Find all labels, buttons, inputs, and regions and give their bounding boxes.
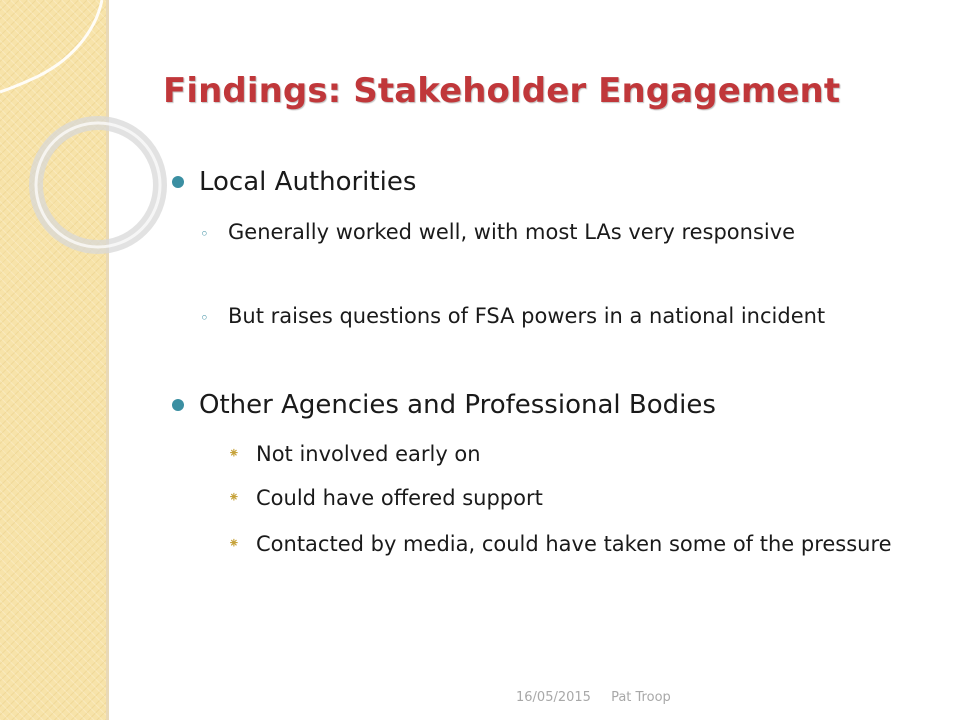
ring-bullet-icon: ◦: [200, 225, 209, 243]
sub-bullet-text: Contacted by media, could have taken some of the pressure: [256, 532, 892, 556]
sub-bullet-text: Could have offered support: [256, 486, 543, 510]
bullet-text: Other Agencies and Professional Bodies: [199, 390, 716, 420]
bullet-dot-icon: [172, 399, 184, 411]
bullet-text: Local Authorities: [199, 167, 417, 197]
bullet-local-authorities: [199, 164, 416, 200]
footer-date: 16/05/2015: [516, 690, 591, 705]
sub-bullet-fsa-powers: [200, 301, 878, 332]
asterism-bullet-icon: ⁕: [228, 490, 240, 506]
sub-bullet-text: But raises questions of FSA powers in a national incident: [228, 304, 826, 328]
asterism-bullet-icon: ⁕: [228, 536, 240, 552]
sub-bullet-text: Generally worked well, with most LAs very responsive: [228, 220, 796, 244]
ring-bullet-icon: ◦: [200, 309, 209, 327]
footer-author: Pat Troop: [611, 690, 671, 705]
sub-bullet-contacted-media: [228, 529, 916, 560]
bullet-dot-icon: [172, 176, 184, 188]
sub-bullet-offered-support: [228, 483, 896, 514]
sub-bullet-worked-well: [200, 217, 878, 248]
slide-title: Findings: Stakeholder Engagement: [163, 71, 841, 111]
asterism-bullet-icon: ⁕: [228, 446, 240, 462]
sub-bullet-not-involved: [228, 439, 896, 470]
slide-footer: [516, 690, 687, 705]
sub-bullet-text: Not involved early on: [256, 442, 481, 466]
bullet-other-agencies: [199, 387, 716, 423]
